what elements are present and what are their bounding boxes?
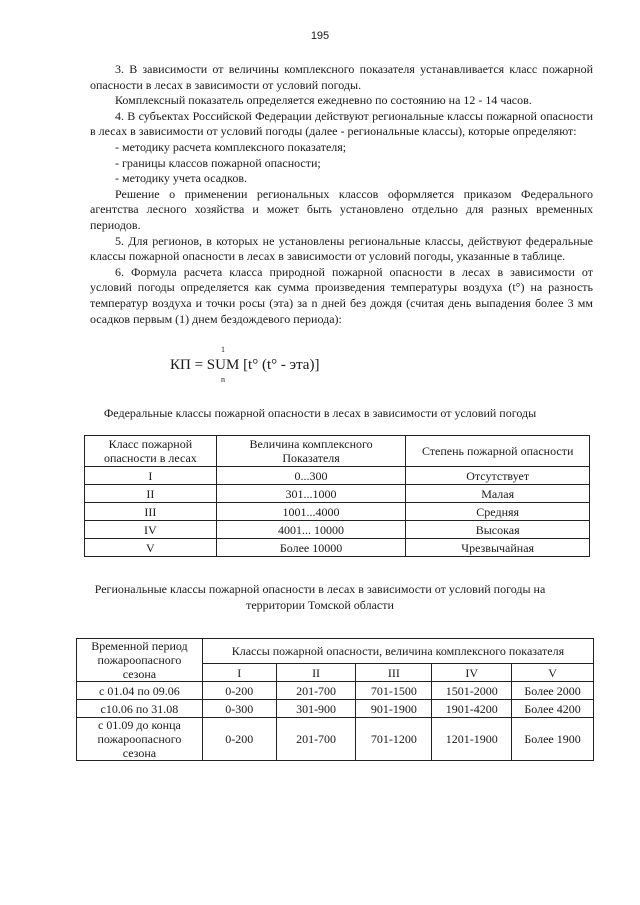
table-row (85, 521, 590, 539)
table-cell: Малая (406, 485, 590, 503)
table-row (77, 718, 594, 761)
class-label: I (202, 664, 276, 682)
formula-sum (206, 345, 240, 384)
table-header-cell: Величина комплексного Показателя (216, 436, 406, 467)
table-cell: 1501-2000 (432, 682, 512, 700)
class-label: V (512, 664, 594, 682)
table-header-cell: Степень пожарной опасности (406, 436, 590, 467)
table-cell: 4001... 10000 (216, 521, 406, 539)
table-cell: II (85, 485, 217, 503)
paragraph-6: 6. Формула расчета класса природной пожарной опасности в лесах в зависимости от условий погоды определяется как сумма произведения температуры воздуха (t°) на разность температур воздуха и точки росы (эта) за n дней без дождя (считая день выпадения более 3 мм осадков первым (1) днем бездождевого периода): (90, 264, 593, 326)
table-cell: Более 1900 (512, 718, 594, 761)
regional-classes-table (76, 638, 594, 761)
table-cell: Более 10000 (216, 539, 406, 557)
table2-caption: Региональные классы пожарной опасности в лесах в зависимости от условий погоды на территории Томской области (94, 582, 546, 612)
table-row (77, 682, 594, 700)
table-cell: 0-200 (202, 718, 276, 761)
list-item: - методику расчета комплексного показателя; (115, 139, 347, 154)
table-cell: Более 4200 (512, 700, 594, 718)
table-cell: 701-1500 (356, 682, 432, 700)
formula-sum-label: SUM (206, 357, 240, 373)
table-cell: с 01.04 по 09.06 (77, 682, 203, 700)
table-cell: 1201-1900 (432, 718, 512, 761)
table-cell: III (85, 503, 217, 521)
formula-right: [t° (t° - эта)] (239, 357, 320, 373)
paragraph-complex-index: Комплексный показатель определяется ежедневно по состоянию на 12 - 14 часов. (115, 93, 532, 108)
paragraph-5: 5. Для регионов, в которых не установлены региональные классы, действуют федеральные классы пожарной опасности в лесах в зависимости от условий погоды, указанные в таблице. (90, 233, 593, 264)
table-row (85, 503, 590, 521)
table1-caption: Федеральные классы пожарной опасности в лесах в зависимости от условий погоды (103, 406, 537, 420)
table-cell: Более 2000 (512, 682, 594, 700)
classes-header: Классы пожарной опасности, величина комплексного показателя (202, 639, 593, 664)
table-cell: 0-300 (202, 700, 276, 718)
table-cell: I (85, 467, 217, 485)
body-text (90, 62, 593, 327)
formula-upper-limit: 1 (221, 345, 226, 354)
paragraph-3: 3. В зависимости от величины комплексного показателя устанавливается класс пожарной опасности в лесах в зависимости от условий погоды. (90, 62, 593, 92)
table-row (85, 539, 590, 557)
table-cell: Высокая (406, 521, 590, 539)
paragraph-4: 4. В субъектах Российской Федерации действуют региональные классы пожарной опасности в лесах в зависимости от условий погоды (далее - региональные классы), которые определяют: (90, 108, 593, 139)
table-cell: Чрезвычайная (406, 539, 590, 557)
table-cell: 201-700 (276, 682, 356, 700)
federal-classes-table (84, 435, 590, 557)
table-header-cell: Класс пожарной опасности в лесах (85, 436, 217, 467)
class-label: III (356, 664, 432, 682)
table-cell: 0...300 (216, 467, 406, 485)
page-number: 195 (310, 30, 330, 42)
table-cell: с10.06 по 31.08 (77, 700, 203, 718)
class-label: IV (432, 664, 512, 682)
table-cell: с 01.09 до конца пожароопасного сезона (77, 718, 203, 761)
table-row (85, 467, 590, 485)
table-row (85, 485, 590, 503)
formula-left: КП = (170, 357, 207, 373)
table-header-row (85, 436, 590, 467)
table-header-row (77, 639, 594, 664)
table-cell: IV (85, 521, 217, 539)
table-cell: 301...1000 (216, 485, 406, 503)
table-cell: 901-1900 (356, 700, 432, 718)
table-cell: 301-900 (276, 700, 356, 718)
table-cell: Средняя (406, 503, 590, 521)
table-cell: V (85, 539, 217, 557)
list-item: - границы классов пожарной опасности; (115, 155, 321, 170)
period-header: Временной период пожароопасного сезона (77, 639, 203, 682)
table-cell: 1901-4200 (432, 700, 512, 718)
table-cell: 701-1200 (356, 718, 432, 761)
table-cell: 201-700 (276, 718, 356, 761)
list-item: - методику учета осадков. (115, 171, 248, 186)
table-row (77, 700, 594, 718)
table-cell: 1001...4000 (216, 503, 406, 521)
paragraph-decision: Решение о применении региональных классов оформляется приказом Федерального агентства лесного хозяйства и может быть установлено отдельно для разных временных периодов. (90, 186, 593, 232)
formula-lower-limit: n (221, 375, 226, 384)
table-cell: Отсутствует (406, 467, 590, 485)
table-cell: 0-200 (202, 682, 276, 700)
class-label: II (276, 664, 356, 682)
